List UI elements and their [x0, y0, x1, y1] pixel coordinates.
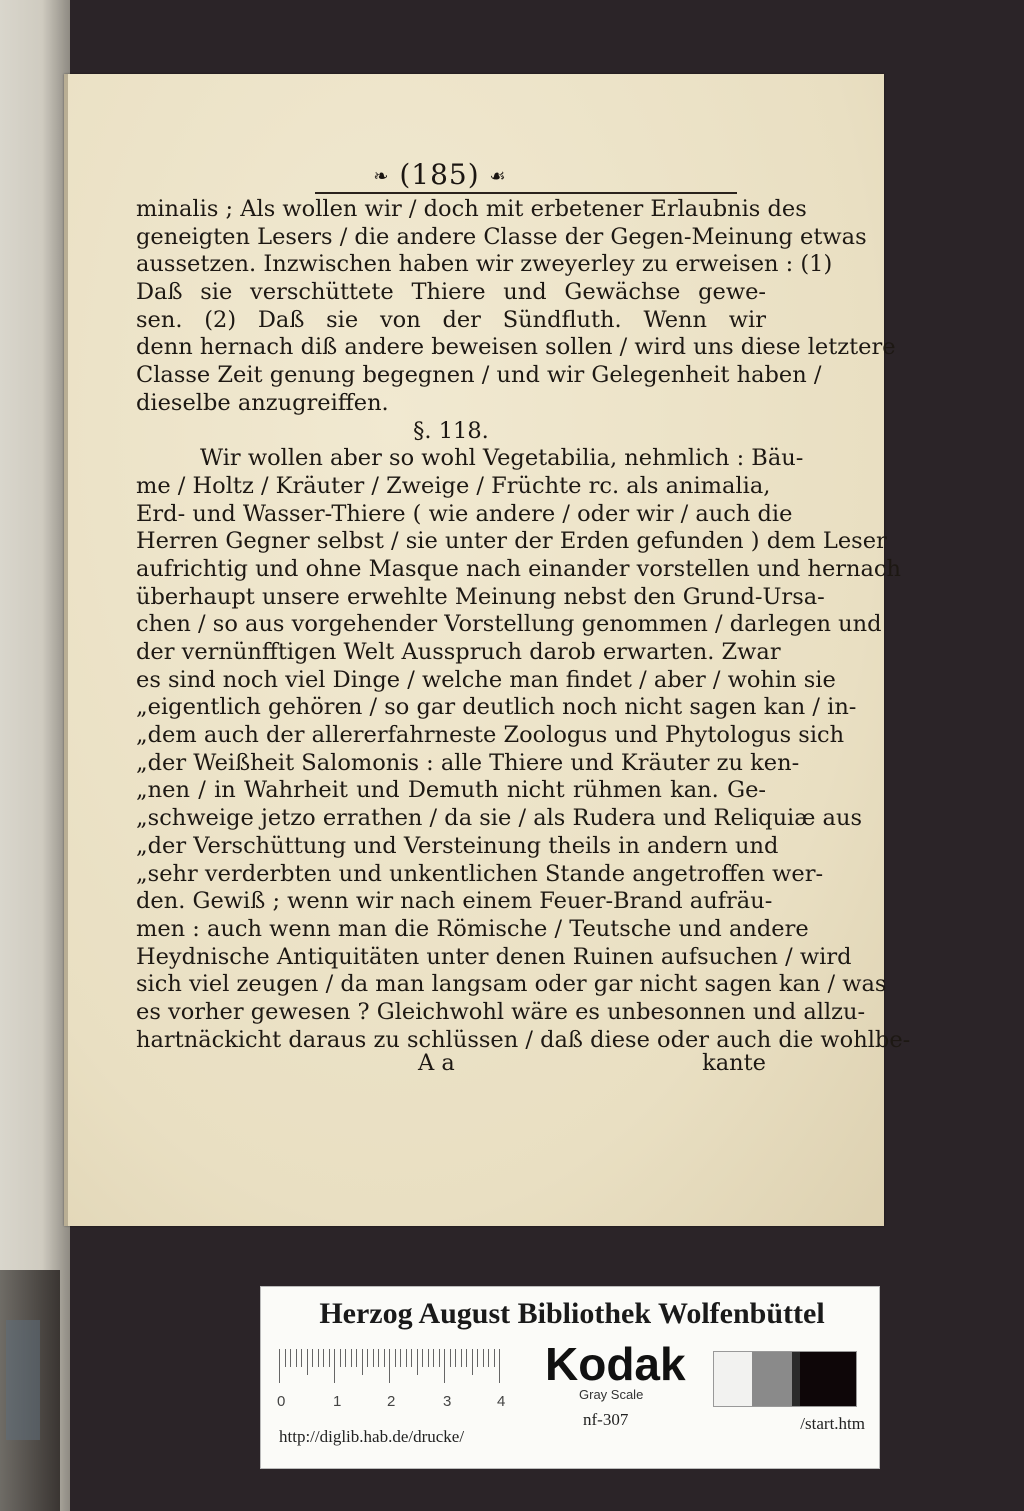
ruler-tick: [334, 1349, 335, 1383]
ruler-tick: [406, 1349, 407, 1367]
page-number: (185): [399, 158, 480, 191]
ruler-tick: [356, 1349, 357, 1367]
ruler-tick: [494, 1349, 495, 1367]
text-line: aufrichtig und ohne Masque nach einander vorstellen und hernach: [136, 555, 902, 582]
ruler-tick: [477, 1349, 478, 1367]
ruler-tick: [417, 1349, 418, 1375]
catchword: kante: [702, 1050, 766, 1076]
ruler-number: 3: [443, 1393, 452, 1410]
gray-swatch: [752, 1352, 792, 1406]
ornament-right-icon: ☙: [489, 166, 507, 187]
header-rule: [315, 192, 737, 194]
ruler-number: 1: [333, 1393, 342, 1410]
gray-scale-swatches: [713, 1351, 857, 1407]
ruler-tick: [351, 1349, 352, 1367]
body-text: [136, 196, 911, 1054]
ruler-number: 4: [497, 1393, 506, 1410]
text-line: „dem auch der allererfahrneste Zoologus und Phytologus sich: [136, 722, 845, 749]
ruler-tick: [373, 1349, 374, 1367]
text-line: minalis ; Als wollen wir / doch mit erbetener Erlaubnis des: [136, 196, 807, 222]
ruler-tick: [450, 1349, 451, 1367]
ruler-tick: [378, 1349, 379, 1367]
gray-scale-label: Gray Scale: [579, 1387, 644, 1402]
text-line: denn hernach diß andere beweisen sollen / wird uns diese letztere: [136, 334, 896, 361]
ruler-tick: [301, 1349, 302, 1367]
url-right: /start.htm: [800, 1414, 865, 1433]
ruler-number: 2: [387, 1393, 396, 1410]
ruler-tick: [444, 1349, 445, 1383]
text-line: es vorher gewesen ? Gleichwohl wäre es unbesonnen und allzu-: [136, 998, 866, 1025]
ruler-tick: [362, 1349, 363, 1375]
text-line: §. 118.: [413, 417, 489, 444]
ruler-tick: [296, 1349, 297, 1367]
kodak-logo: Kodak: [545, 1338, 686, 1390]
text-line: chen / so aus vorgehender Vorstellung genommen / darlegen und: [136, 611, 882, 638]
ruler-tick: [455, 1349, 456, 1367]
gray-swatch: [792, 1352, 800, 1406]
ruler-tick: [389, 1349, 390, 1383]
library-name: Herzog August Bibliothek Wolfenbüttel: [319, 1297, 825, 1330]
ruler-tick: [400, 1349, 401, 1367]
ruler-tick: [318, 1349, 319, 1367]
page-gutter: [64, 74, 68, 1226]
text-line: Herren Gegner selbst / sie unter der Erden gefunden ) dem Leser: [136, 528, 887, 555]
ruler-tick: [499, 1349, 500, 1383]
ruler-number: 0: [277, 1393, 286, 1410]
text-line: es sind noch viel Dinge / welche man findet / aber / wohin sie: [136, 666, 836, 693]
scale-ruler: [279, 1349, 521, 1389]
signature-mark: A a: [418, 1050, 455, 1076]
text-line: „der Weißheit Salomonis : alle Thiere und Kräuter zu ken-: [136, 749, 800, 776]
text-line: der vernünfftigen Welt Ausspruch darob erwarten. Zwar: [136, 639, 781, 665]
ruler-tick: [483, 1349, 484, 1367]
text-line: „nen / in Wahrheit und Demuth nicht rühmen kan. Ge-: [136, 777, 766, 804]
ruler-tick: [345, 1349, 346, 1367]
text-line: sen. (2) Daß sie von der Sündfluth. Wenn wir: [136, 306, 766, 333]
text-line: „der Verschüttung und Versteinung theils in andern und: [136, 832, 779, 859]
ruler-tick: [422, 1349, 423, 1367]
ruler-tick: [411, 1349, 412, 1367]
text-line: Classe Zeit genung begegnen / und wir Gelegenheit haben /: [136, 362, 822, 389]
ruler-tick: [433, 1349, 434, 1367]
text-line: sich viel zeugen / da man langsam oder gar nicht sagen kan / was: [136, 971, 887, 998]
url-left: http://diglib.hab.de/drucke/: [279, 1427, 465, 1446]
ruler-tick: [466, 1349, 467, 1367]
gray-swatch: [714, 1352, 752, 1406]
ruler-tick: [340, 1349, 341, 1367]
side-label-tab: [6, 1320, 40, 1440]
page-header: [300, 158, 580, 192]
ruler-tick: [290, 1349, 291, 1367]
ruler-tick: [384, 1349, 385, 1367]
text-line: überhaupt unsere erwehlte Meinung nebst den Grund-Ursa-: [136, 583, 825, 610]
text-line: Erd- und Wasser-Thiere ( wie andere / oder wir / auch die: [136, 500, 793, 527]
ruler-tick: [488, 1349, 489, 1367]
ornament-left-icon: ❧: [373, 166, 390, 187]
text-line: „sehr verderbten und unkentlichen Stande angetroffen wer-: [136, 860, 824, 887]
ruler-tick: [461, 1349, 462, 1367]
ruler-tick: [329, 1349, 330, 1367]
shelfmark: nf-307: [583, 1410, 629, 1429]
text-line: „schweige jetzo errathen / da sie / als Rudera und Reliquiæ aus: [136, 805, 863, 832]
ruler-tick: [367, 1349, 368, 1367]
text-line: geneigten Lesers / die andere Classe der Gegen-Meinung etwas: [136, 223, 867, 250]
text-line: hartnäckicht daraus zu schlüssen / daß diese oder auch die wohlbe-: [136, 1026, 911, 1053]
text-line: Heydnische Antiquitäten unter denen Ruinen aufsuchen / wird: [136, 943, 852, 970]
text-line: dieselbe anzugreiffen.: [136, 389, 389, 416]
text-line: Daß sie verschüttete Thiere und Gewächse gewe-: [136, 279, 766, 306]
ruler-tick: [307, 1349, 308, 1375]
text-line: me / Holtz / Kräuter / Zweige / Früchte rc. als animalia,: [136, 472, 771, 499]
gray-swatch: [800, 1352, 856, 1406]
ruler-tick: [285, 1349, 286, 1367]
text-line: men : auch wenn man die Römische / Teutsche und andere: [136, 915, 809, 942]
ruler-tick: [472, 1349, 473, 1375]
ruler-tick: [323, 1349, 324, 1367]
ruler-tick: [439, 1349, 440, 1367]
ruler-tick: [395, 1349, 396, 1367]
ruler-tick: [312, 1349, 313, 1367]
text-line: „eigentlich gehören / so gar deutlich noch nicht sagen kan / in-: [136, 694, 857, 721]
text-line: Wir wollen aber so wohl Vegetabilia, nehmlich : Bäu-: [200, 445, 804, 472]
color-target-card: [260, 1286, 880, 1469]
text-line: aussetzen. Inzwischen haben wir zweyerley zu erweisen : (1): [136, 251, 833, 278]
text-line: den. Gewiß ; wenn wir nach einem Feuer-Brand aufräu-: [136, 888, 773, 915]
ruler-tick: [279, 1349, 280, 1383]
ruler-tick: [428, 1349, 429, 1367]
